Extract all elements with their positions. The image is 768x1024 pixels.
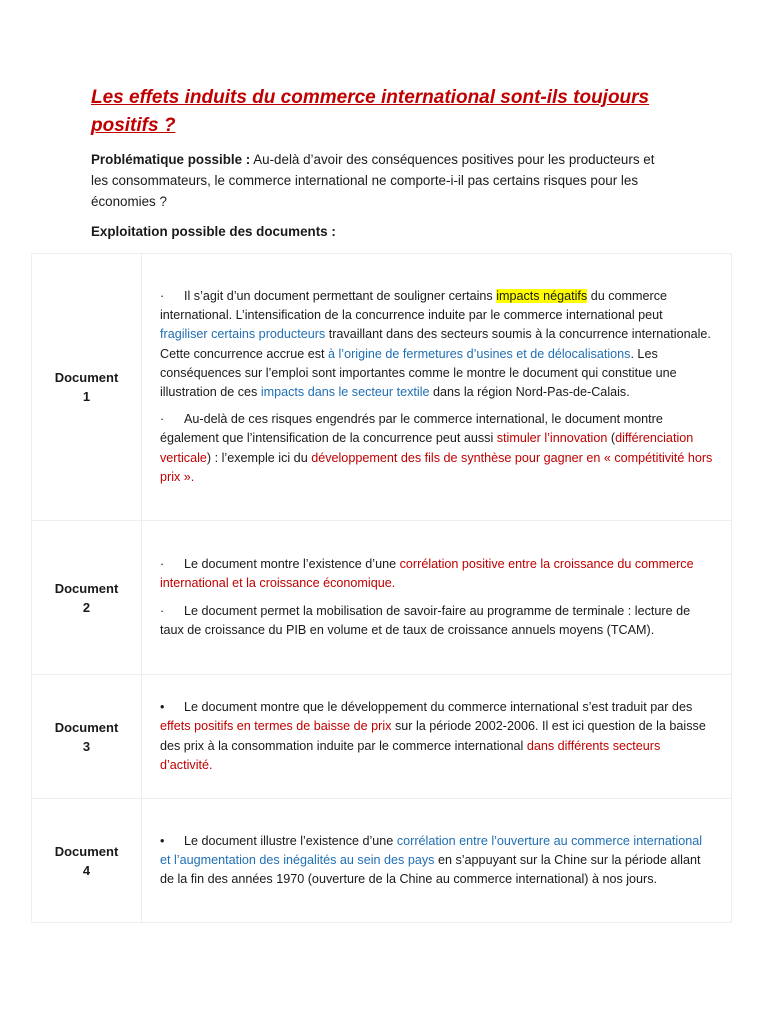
document-label-word: Document: [54, 843, 119, 859]
body-text: Le document montre l’existence d’une: [184, 557, 400, 572]
document-label-number: 4: [82, 862, 91, 878]
body-text: travaillant dans des secteurs soumis à la concurrence internationale. Cette concurrence accrue est: [160, 327, 711, 361]
emphasis-text: corrélation entre l’ouverture au commerce international et l’augmentation des inégalités au sein des pays: [160, 833, 703, 867]
emphasis-text: à l’origine de fermetures d’usines et de délocalisations: [328, 346, 631, 361]
document-label: [32, 799, 142, 923]
documents-table: [31, 253, 732, 923]
body-text: ) : l’exemple ici du: [206, 450, 312, 465]
bullet-icon: ·: [160, 557, 165, 572]
analysis-paragraph: [160, 555, 713, 593]
document-label-number: 1: [82, 389, 91, 404]
body-text: en s’appuyant sur la Chine sur la période allant de la fin des années 1970 (ouverture de la Chine au commerce international) à nos jours.: [160, 852, 701, 887]
body-text: dans la région Nord-Pas-de-Calais.: [429, 385, 630, 399]
document-label-word: Document: [54, 580, 119, 596]
emphasis-text: corrélation positive entre la croissance du commerce international et la croissance économique.: [160, 557, 694, 591]
body-text: (: [607, 431, 616, 446]
document-analysis: [142, 675, 732, 799]
analysis-paragraph: [160, 287, 713, 402]
analysis-paragraph: [160, 832, 713, 890]
document-label-word: Document: [54, 719, 119, 735]
emphasis-text: impacts dans le secteur textile: [260, 385, 430, 399]
body-text: . Les conséquences sur l’emploi sont importantes comme le montre le document qui constitue une illustration de ces: [160, 346, 677, 399]
emphasis-text: dans différents secteurs d’activité.: [160, 738, 661, 772]
document-row: [32, 521, 732, 675]
document-analysis: [142, 254, 732, 521]
analysis-paragraph: [160, 602, 713, 640]
emphasis-text: stimuler l’innovation: [496, 431, 608, 446]
emphasis-text: fragiliser certains producteurs: [160, 327, 326, 342]
emphasis-text: développement des fils de synthèse pour gagner en « compétitivité hors prix ».: [160, 450, 713, 484]
document-label: [32, 521, 142, 675]
emphasis-text: effets positifs en termes de baisse de prix: [160, 719, 392, 734]
document-label: [32, 254, 142, 521]
bullet-icon: ·: [160, 288, 165, 303]
bullet-icon: ·: [160, 412, 165, 427]
analysis-paragraph: [160, 410, 713, 487]
document-label-word: Document: [54, 370, 119, 385]
document-label-number: 2: [82, 599, 91, 615]
document-analysis: [142, 521, 732, 675]
problematique-label: Problématique possible :: [91, 152, 251, 167]
document-row: [32, 254, 732, 521]
document-row: [32, 675, 732, 799]
body-text: du commerce international. L’intensification de la concurrence induite par le commerce international peut: [160, 288, 668, 323]
analysis-paragraph: [160, 698, 713, 775]
body-text: Le document illustre l’existence d’une: [184, 833, 397, 848]
document-label-number: 3: [82, 738, 91, 754]
bullet-icon: ·: [160, 603, 165, 618]
problematique-paragraph: [91, 149, 671, 212]
problematique-text: Au-delà d’avoir des conséquences positives pour les producteurs et les consommateurs, le commerce international ne comporte-i-il pas certains risques pour les économies ?: [91, 152, 655, 209]
bullet-icon: •: [160, 833, 165, 848]
body-text: sur la période 2002-2006. Il est ici question de la baisse des prix à la consommation induite par le commerce international: [160, 719, 706, 753]
exploitation-heading: Exploitation possible des documents :: [91, 224, 336, 239]
bullet-icon: •: [160, 700, 165, 715]
body-text: Au-delà de ces risques engendrés par le commerce international, le document montre également que l’intensification de la concurrence peut aussi: [160, 412, 663, 446]
document-analysis: [142, 799, 732, 923]
document-label: [32, 675, 142, 799]
body-text: Il s’agit d’un document permettant de souligner certains: [184, 288, 497, 303]
document-row: [32, 799, 732, 923]
body-text: Le document permet la mobilisation de savoir-faire au programme de terminale : lecture de taux de croissance du PIB en volume et de taux de croissance annuels moyens (TCAM).: [160, 603, 691, 637]
page-title: Les effets induits du commerce international sont-ils toujours positifs ?: [91, 87, 650, 136]
emphasis-text: différenciation verticale: [160, 431, 694, 465]
body-text: Le document montre que le développement du commerce international s’est traduit par des: [184, 700, 693, 715]
highlighted-text: impacts négatifs: [496, 288, 588, 303]
